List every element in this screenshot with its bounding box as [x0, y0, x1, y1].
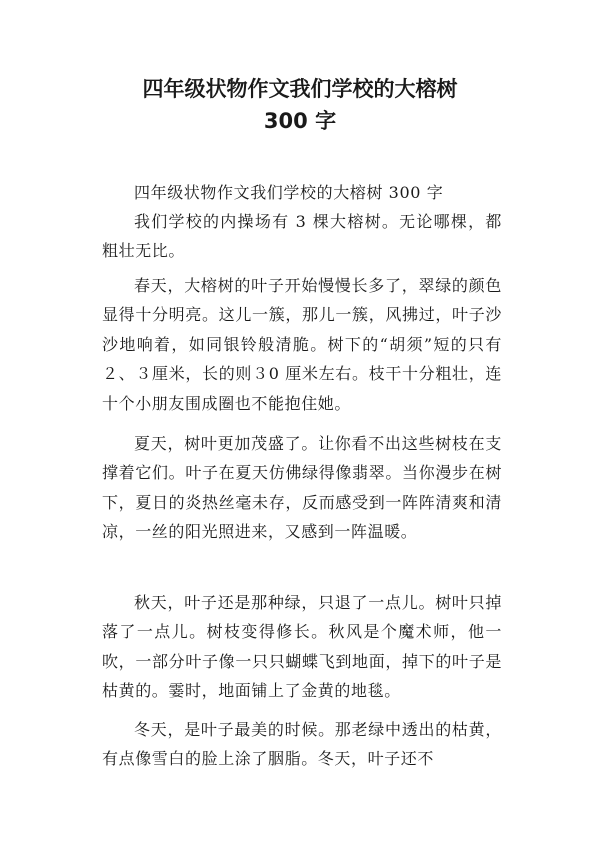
- paragraph-heading: 四年级状物作文我们学校的大榕树 300 字: [134, 183, 444, 202]
- document-title-suffix: 300 字: [263, 109, 337, 133]
- paragraph-intro: 我们学校的内操场有 3 棵大榕树。无论哪棵，都粗壮无比。: [102, 212, 502, 261]
- paragraph-summer: 夏天，树叶更加茂盛了。让你看不出这些树枝在支撑着它们。叶子在夏天仿佛绿得像翡翠。当你漫步在树下，夏日的炎热丝毫未存，反而感受到一阵阵清爽和清凉，一丝的阳光照进来，又感到一阵温暖。: [102, 434, 502, 542]
- document-title: 四年级状物作文我们学校的大榕树: [142, 77, 458, 101]
- paragraph-winter: 冬天，是叶子最美的时候。那老绿中透出的枯黄，有点像雪白的脸上涂了胭脂。冬天，叶子还不: [102, 720, 502, 769]
- paragraph-autumn: 秋天，叶子还是那种绿，只退了一点儿。树叶只掉落了一点儿。树枝变得修长。秋风是个魔术师，他一吹，一部分叶子像一只只蝴蝶飞到地面，掉下的叶子是枯黄的。霎时，地面铺上了金黄的地毯。: [102, 593, 502, 701]
- paragraph-spring: 春天，大榕树的叶子开始慢慢长多了，翠绿的颜色显得十分明亮。这儿一簇，那儿一簇，风拂过，叶子沙沙地响着，如同银铃般清脆。树下的“胡须”短的只有２、３厘米，长的则３0 厘米左右。枝干十分粗壮，连十个小朋友围成圈也不能抱住她。: [102, 276, 502, 413]
